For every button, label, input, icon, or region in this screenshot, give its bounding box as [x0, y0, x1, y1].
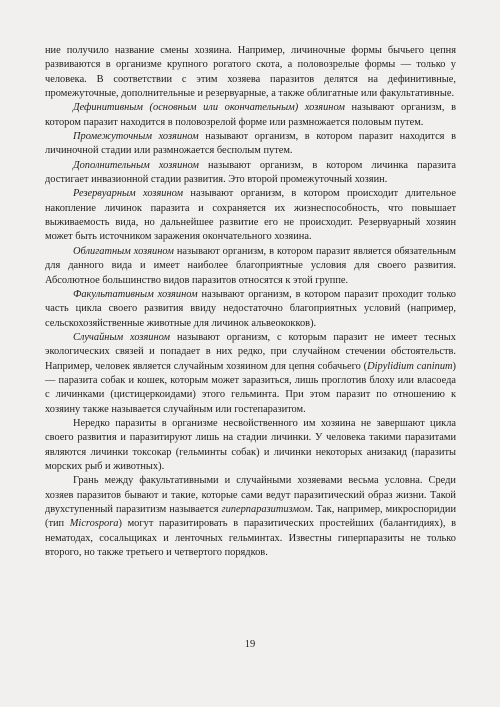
paragraph-hyperparasitism	[45, 474, 456, 560]
text-run: ) могут паразитировать в паразитических простейших (балантидиях), в нематодах, сосальщиках и ленточных гельминтах. Известны гиперпаразиты не только второго, но также третьего и четвертого порядков.	[45, 518, 456, 559]
text-run: называют организм, с которым паразит не имеет тесных экологических связей и попадает в них редко, при случайном стечении обстоятельств. Например, человек является случайным хозяином для цепня собачьего (	[45, 331, 456, 372]
italic-term: Облигатным хозяином	[73, 245, 174, 257]
page-number: 19	[244, 639, 256, 650]
text-run: называют организм, в котором личинка паразита достигает инвазионной стадии развития. Это второй промежуточный хозяин.	[45, 159, 456, 186]
paragraph-obligate-host	[45, 245, 456, 288]
text-run: называют организм, в котором паразит проходит только часть цикла своего развития ввиду недостаточно благоприятных условий (например, сельскохозяйственные животные для личинок альвеококков).	[45, 288, 456, 329]
text-run: ) — паразита собак и кошек, которым может заразиться, лишь проглотив блоху или власоеда с личинками (цистицеркоидами) этого гельминта. При этом паразит по отношению к хозяину также называется случайным или гостепаразитом.	[45, 360, 456, 415]
paragraph-host-change	[45, 44, 456, 101]
paragraph-facultative-host	[45, 288, 456, 331]
document-body	[45, 44, 456, 560]
text-run: ние получило название смены хозяина. Например, личиночные формы бычьего цепня развиваются в организме крупного рогатого скота, а половозрелые формы — только у человека. В соответствии с этим хозяева паразитов делятся на дефинитивные, промежуточные, дополнительные и резервуарные, а также облигатные или факультативные.	[45, 45, 456, 100]
italic-term: Резервуарным хозяином	[73, 188, 184, 200]
paragraph-reservoir-host	[45, 187, 456, 244]
paragraph-additional-host	[45, 159, 456, 188]
text-run: называют организм, в котором паразит является обязательным для данного вида и имеет наиболее благоприятные условия для своего развития. Абсолютное большинство видов паразитов относятся к этой группе.	[45, 245, 456, 286]
italic-term: гиперпаразитизмом	[221, 504, 311, 515]
italic-term: Дефинитивным (основным или окончательным) хозяином	[73, 102, 345, 114]
text-run: Грань между факультативными и случайными хозяевами весьма условна. Среди хозяев паразитов бывают и такие, которые сами ведут паразитический образ жизни. Такой двухступенный паразитизм называется	[45, 475, 456, 515]
italic-term: Дополнительным хозяином	[73, 159, 199, 171]
text-run: . Так, например, микроспоридии (тип	[45, 504, 457, 530]
paragraph-larval-parasites	[45, 417, 456, 474]
text-run: называют организм, в котором паразит находится в половозрелой форме или размножается половым путем.	[45, 102, 456, 128]
text-run: называют организм, в котором происходит длительное накопление личинок паразита и сохраняется их жизнеспособность, что повышает выживаемость вида, но дальнейшее развитие его не происходит. Резервуарный хозяин может быть источником заражения окончательного хозяина.	[45, 188, 456, 243]
paragraph-accidental-host	[45, 331, 456, 417]
paragraph-definitive-host	[45, 101, 456, 130]
italic-term: Промежуточным хозяином	[73, 131, 199, 143]
italic-term: Случайным хозяином	[73, 331, 171, 343]
italic-term: Microspora	[69, 518, 119, 530]
paragraph-intermediate-host	[45, 130, 456, 159]
text-run: называют организм, в котором паразит находится в личиночной стадии или размножается бесполым путем.	[45, 131, 456, 157]
italic-term: Факультативным хозяином	[73, 288, 198, 300]
italic-term: Dipylidium caninum	[367, 360, 453, 372]
text-run: Нередко паразиты в организме несвойственного им хозяина не завершают цикла своего развития и паразитируют лишь на стадии личинки. У человека такими паразитами являются личинки токсокар (гельминты собак) и личинки некоторых анизакид (паразиты морских рыб и животных).	[45, 417, 456, 472]
